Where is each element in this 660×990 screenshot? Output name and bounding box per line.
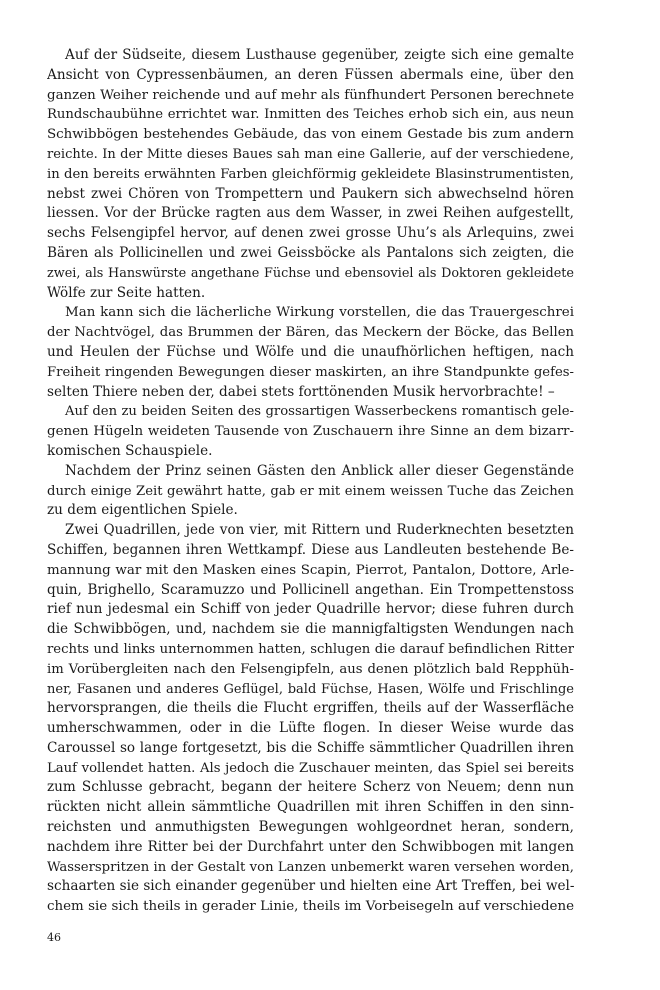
text-line: Zwei Quadrillen, jede von vier, mit Rittern und Ruderknechten besetzten — [65, 522, 574, 539]
text-line: Schiffen, begannen ihren Wettkampf. Diese aus Landleuten bestehende Be- — [47, 541, 574, 558]
text-line: Caroussel so lange fortgesetzt, bis die Schiffe sämmtlicher Quadrillen ihren — [47, 739, 574, 756]
text-line: Ansicht von Cypressenbäumen, an deren Füssen abermals eine, über den — [47, 66, 574, 83]
text-line: rief nun jedesmal ein Schiff von jeder Quadrille hervor; diese fuhren durch — [47, 601, 574, 618]
text-line: quin, Brighello, Scaramuzzo und Pollicinell angethan. Ein Trompettenstoss — [47, 581, 574, 598]
text-line: zum Schlusse gebracht, begann der heitere Scherz von Neuem; denn nun — [47, 779, 574, 796]
text-line: Freiheit ringenden Bewegungen dieser maskirten, an ihre Standpunkte gefes- — [47, 364, 574, 380]
text-line: schaarten sie sich einander gegenüber und hielten eine Art Treffen, bei wel- — [47, 878, 574, 895]
text-line: liessen. Vor der Brücke ragten aus dem Wasser, in zwei Reihen aufgestellt, — [47, 205, 574, 222]
text-line: und Heulen der Füchse und Wölfe und die unaufhörlichen heftigen, nach — [47, 343, 574, 360]
text-line: hervorsprangen, die theils die Flucht ergriffen, theils auf der Wasserfläche — [47, 700, 574, 717]
text-line: mannung war mit den Masken eines Scapin, Pierrot, Pantalon, Dottore, Arle- — [47, 562, 574, 578]
text-line: sechs Felsengipfel hervor, auf denen zwei grosse Uhu’s als Arlequins, zwei — [47, 225, 574, 242]
text-line: Rundschaubühne errichtet war. Inmitten des Teiches erhob sich ein, aus neun — [47, 107, 574, 123]
text-line: durch einige Zeit gewährt hatte, gab er mit einem weissen Tuche das Zeichen — [47, 483, 574, 499]
text-line: zu dem eigentlichen Spiele. — [47, 502, 238, 519]
text-line: chem sie sich theils in gerader Linie, theils im Vorbeisegeln auf verschiedene — [47, 899, 574, 915]
text-line: Lauf vollendet hatten. Als jedoch die Zuschauer meinten, das Spiel sei bereits — [47, 760, 574, 776]
text-line: Bären als Pollicinellen und zwei Geissböcke als Pantalons sich zeigten, die — [47, 244, 574, 261]
text-line: im Vorübergleiten nach den Felsengipfeln, aus denen plötzlich bald Repphüh- — [47, 661, 574, 677]
text-line: umherschwammen, oder in die Lüfte flogen. In dieser Weise wurde das — [47, 720, 574, 737]
text-line: Man kann sich die lächerliche Wirkung vorstellen, die das Trauergeschrei — [65, 305, 574, 321]
text-line: Schwibbögen bestehendes Gebäude, das von einem Gestade bis zum andern — [47, 127, 574, 143]
text-line: ganzen Weiher reichende und auf mehr als fünfhundert Personen berechnete — [47, 87, 574, 103]
text-line: komischen Schauspiele. — [47, 442, 213, 459]
text-line: reichsten und anmuthigsten Bewegungen wohlgeordnet heran, sondern, — [47, 819, 574, 836]
text-line: genen Hügeln weideten Tausende von Zuschauern ihre Sinne an dem bizarr- — [47, 424, 574, 440]
text-line: nachdem ihre Ritter bei der Durchfahrt unter den Schwibbogen mit langen — [47, 838, 574, 855]
page-number: 46 — [47, 931, 61, 944]
text-line: rechts und links unternommen hatten, schlugen die darauf befindlichen Ritter — [47, 641, 574, 657]
text-line: Auf der Südseite, diesem Lusthause gegenüber, zeigte sich eine gemalte — [65, 47, 574, 63]
text-line: ner, Fasanen und anderes Geflügel, bald Füchse, Hasen, Wölfe und Frischlinge — [47, 681, 574, 697]
text-line: Wölfe zur Seite hatten. — [47, 284, 206, 301]
text-line: die Schwibbögen, und, nachdem sie die mannigfaltigsten Wendungen nach — [47, 621, 574, 638]
text-line: Auf den zu beiden Seiten des grossartigen Wasserbeckens romantisch gele- — [65, 404, 574, 420]
text-line: in den bereits erwähnten Farben gleichförmig gekleidete Blasinstrumentisten, — [47, 166, 574, 182]
text-line: nebst zwei Chören von Trompettern und Paukern sich abwechselnd hören — [47, 185, 574, 202]
text-line: reichte. In der Mitte dieses Baues sah man eine Gallerie, auf der verschiedene, — [47, 146, 574, 162]
text-line: selten Thiere neben der, dabei stets forttönenden Musik hervorbrachte! – — [47, 383, 555, 400]
text-line: Wasserspritzen in der Gestalt von Lanzen unbemerkt waren versehen worden, — [47, 859, 574, 875]
text-line: rückten nicht allein sämmtliche Quadrillen mit ihren Schiffen in den sinn- — [47, 799, 574, 816]
text-line: zwei, als Hanswürste angethane Füchse und ebensoviel als Doktoren gekleidete — [47, 265, 574, 281]
text-line: der Nachtvögel, das Brummen der Bären, das Meckern der Böcke, das Bellen — [47, 325, 574, 341]
book-page-text — [47, 46, 574, 917]
text-line: Nachdem der Prinz seinen Gästen den Anblick aller dieser Gegenstände — [65, 462, 574, 479]
